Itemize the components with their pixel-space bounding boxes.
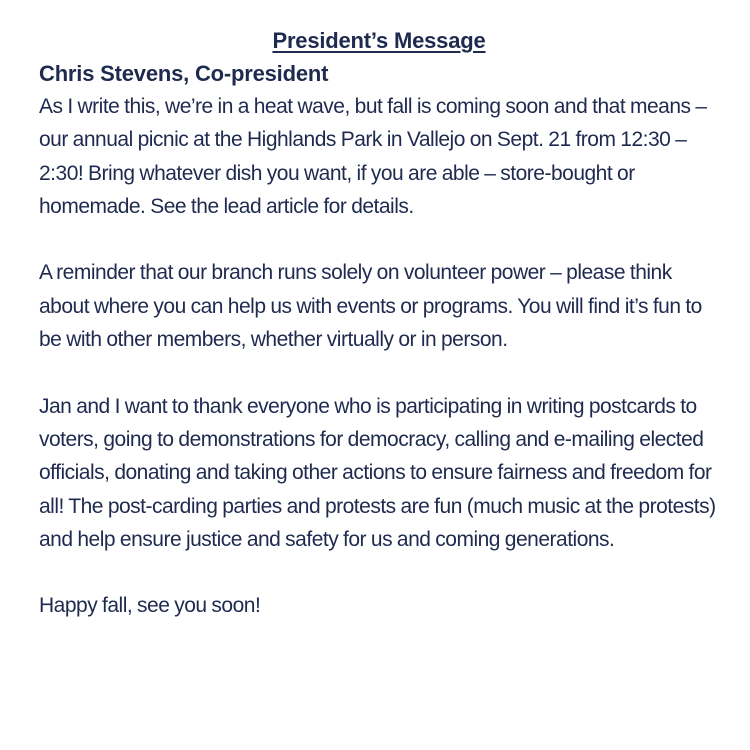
article-author: Chris Stevens, Co-president bbox=[39, 61, 329, 86]
paragraph-thanks: Jan and I want to thank everyone who is participating in writing postcards to voters, going to demonstrations for democracy, calling and e-mailing elected officials, donating and taking other actions to ensure fairness and freedom for all! The post-carding parties and protests are fun (much music at the protests) and help ensure justice and safety for us and coming generations. bbox=[39, 394, 716, 551]
paragraph-closing: Happy fall, see you soon! bbox=[39, 594, 261, 618]
article-title: President’s Message bbox=[272, 28, 486, 53]
presidents-message-article bbox=[39, 24, 719, 623]
paragraph-volunteer: A reminder that our branch runs solely on volunteer power – please think about where you can help us with events or programs. You will find it’s fun to be with other members, whether virtually or in person. bbox=[39, 261, 702, 352]
paragraph-picnic: As I write this, we’re in a heat wave, but fall is coming soon and that means – our annual picnic at the Highlands Park in Vallejo on Sept. 21 from 12:30 – 2:30! Bring whatever dish you want, if you are able – store-bought or homemade. See the lead article for details. bbox=[39, 95, 707, 218]
